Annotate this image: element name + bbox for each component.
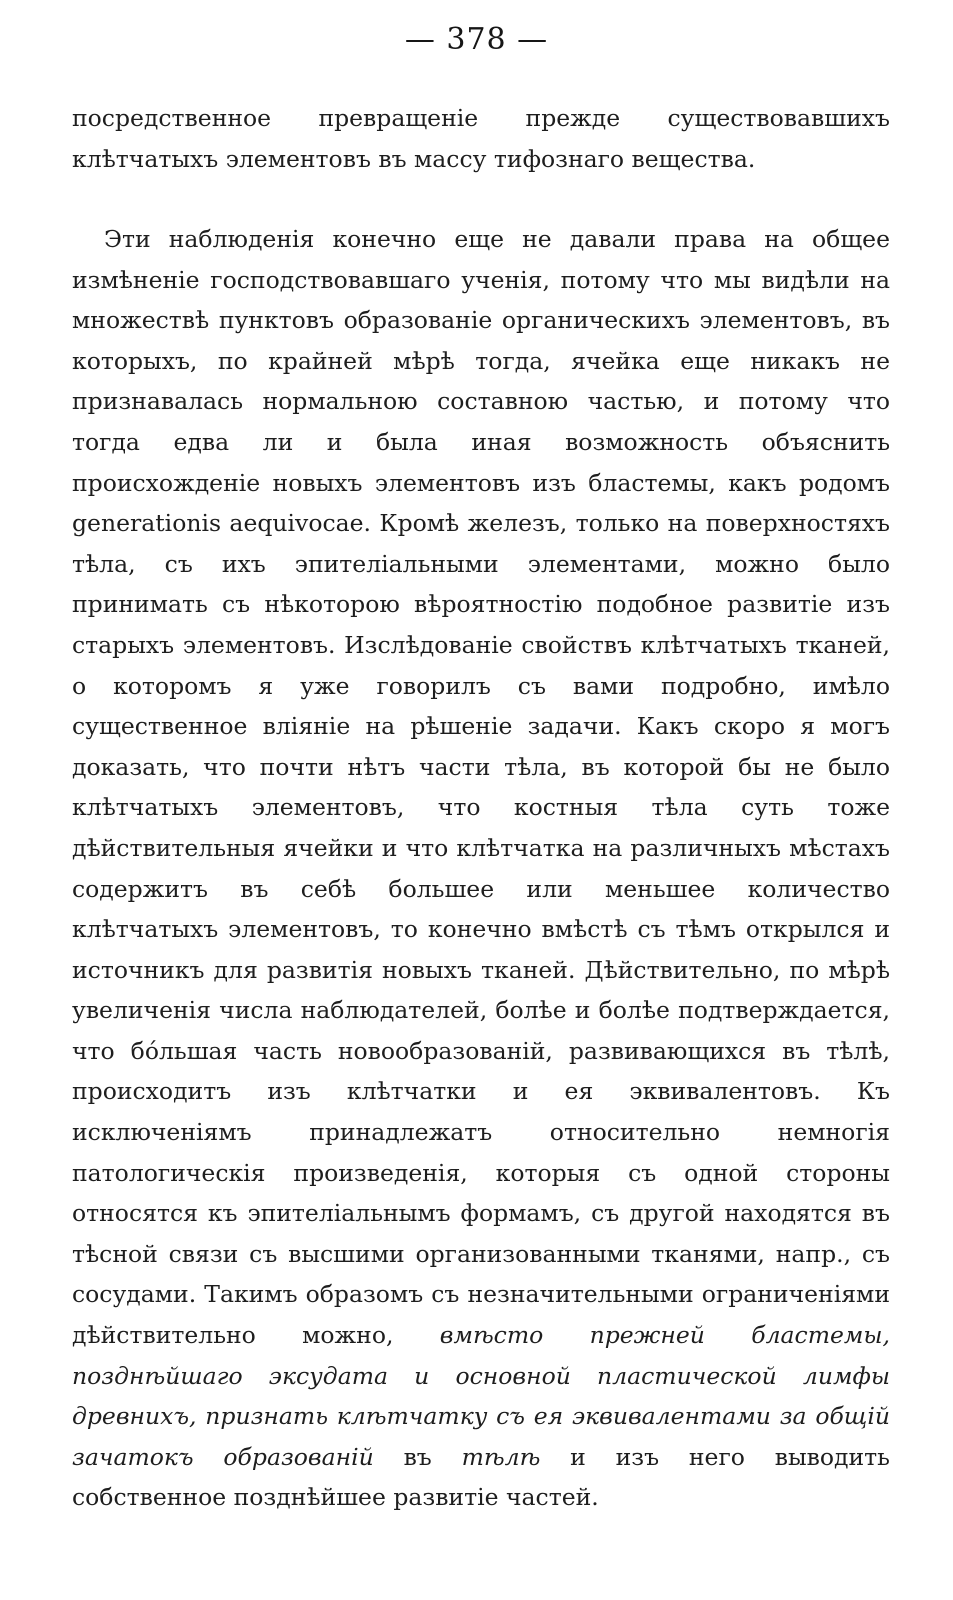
paragraph-italic-emphasis-2: тѣлѣ: [461, 1442, 541, 1471]
paragraph-text-before-italic: Эти наблюденія конечно еще не давали права на общее измѣненіе господствовавшаго ученія, потому что мы видѣли на множествѣ пунктовъ образованіе органическихъ элементовъ, въ которыхъ, по крайней мѣрѣ тогда, ячейка еще никакъ не признавалась нормальною составною частью, и потому что тогда едва ли и была иная возможность объяснить происхожденіе новыхъ элементовъ изъ бластемы, какъ родомъ generationis aequivocae. Кромѣ железъ, только на поверхностяхъ тѣла, съ ихъ эпителіальными элементами, можно было принимать съ нѣкоторою вѣроятностію подобное развитіе изъ старыхъ элементовъ. Изслѣдованіе свойствъ клѣтчатыхъ тканей, о которомъ я уже говорилъ съ вами подробно, имѣло существенное вліяніе на рѣшеніе задачи. Какъ скоро я могъ доказать, что почти нѣтъ части тѣла, въ которой бы не было клѣтчатыхъ элементовъ, что костныя тѣла суть тоже дѣйствительныя ячейки и что клѣтчатка на различныхъ мѣстахъ содержитъ въ себѣ большее или меньшее количество клѣтчатыхъ элементовъ, то конечно вмѣстѣ съ тѣмъ открылся и источникъ для развитія новыхъ тканей. Дѣйствительно, по мѣрѣ увеличенія числа наблюдателей, болѣе и болѣе подтверждается, что бо́льшая часть новообразованій, развивающихся въ тѣлѣ, происходитъ изъ клѣтчатки и ея эквивалентовъ. Къ исключеніямъ принадлежатъ относительно немногія патологическія произведенія, которыя съ одной стороны относятся къ эпителіальнымъ формамъ, съ другой находятся въ тѣсной связи съ высшими организованными тканями, напр., съ сосудами. Такимъ образомъ съ незначительными ограниченіями дѣйствительно можно,: [72, 225, 890, 1350]
paragraph-middle-text: въ: [403, 1442, 432, 1471]
continuation-text: посредственное превращеніе прежде существовавшихъ клѣтчатыхъ элементовъ въ массу тифознаго вещества.: [72, 104, 890, 173]
paragraph-text-after-italic: и изъ него выводить собственное позднѣйшее развитіе частей.: [72, 1442, 890, 1512]
paragraph-italic-emphasis-1: вмѣсто прежней бластемы, позднѣйшаго эксудата и основной пластической лимфы древнихъ, признать клѣтчатку съ ея эквивалентами за общій зачатокъ образованій: [72, 1321, 890, 1471]
main-paragraph: [72, 219, 890, 1518]
page-number: — 378 —: [404, 22, 549, 57]
continuation-paragraph: [72, 98, 890, 179]
main-paragraph-text: [72, 219, 890, 1518]
